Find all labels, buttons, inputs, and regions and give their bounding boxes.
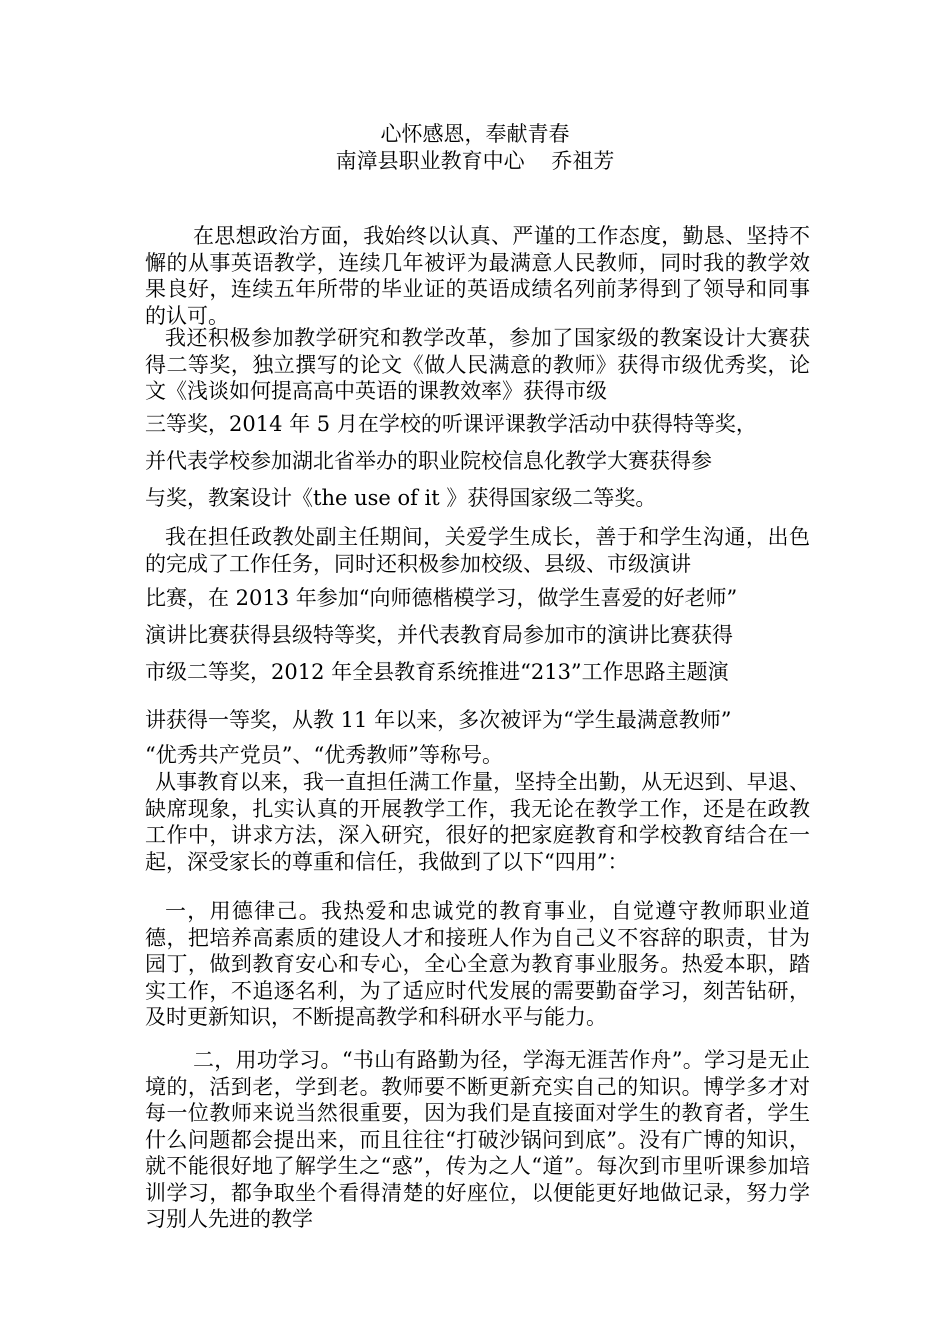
paragraph-political-office-line: 比赛，在 2013 年参加“向师德楷模学习，做学生喜爱的好老师”: [145, 586, 738, 610]
author-line: 南漳县职业教育中心 乔祖芳: [335, 149, 615, 173]
paragraph-study: 二，用功学习。“书山有路勤为径，学海无涯苦作舟”。学习是无止境的，活到老，学到老。教师要不断更新充实自己的知识。博学多才对每一位教师来说当然很重要，因为我们是直接面对学生的教育者，学生什么问题都会提出来，而且往往“打破沙锅问到底”。没有广博的知识，就不能很好地了解学生之“惑”，传为之人“道”。每次到市里听课参加培训学习，都争取坐个看得清楚的好座位，以便能更好地做记录，努力学习别人先进的教学: [145, 1048, 810, 1231]
paragraph-work-attitude: 从事教育以来，我一直担任满工作量，坚持全出勤，从无迟到、早退、缺席现象，扎实认真的开展教学工作，我无论在教学工作，还是在政教工作中，讲求方法，深入研究，很好的把家庭教育和学校教育结合在一起，深受家长的尊重和信任，我做到了以下“四用”：: [145, 770, 810, 874]
document-title: 心怀感恩，奉献青春: [380, 122, 570, 146]
paragraph-virtue: 一，用德律己。我热爱和忠诚党的教育事业，自觉遵守教师职业道德，把培养高素质的建设人才和接班人作为自己义不容辞的职责，甘为园丁，做到教育安心和专心，全心全意为教育事业服务。热爱本职，踏实工作，不追逐名利，为了适应时代发展的需要勤奋学习，刻苦钻研，及时更新知识，不断提高教学和科研水平与能力。: [145, 899, 810, 1029]
paragraph-political-office-line: 市级二等奖，2012 年全县教育系统推进“213”工作思路主题演: [145, 660, 729, 684]
paragraph-political-office: 我在担任政教处副主任期间，关爱学生成长，善于和学生沟通，出色的完成了工作任务，同时还积极参加校级、县级、市级演讲: [145, 525, 810, 576]
paragraph-research-line: 与奖，教案设计《the use of it 》获得国家级二等奖。: [145, 486, 657, 510]
paragraph-research-line: 并代表学校参加湖北省举办的职业院校信息化教学大赛获得参: [145, 449, 712, 473]
paragraph-research-line: 三等奖，2014 年 5 月在学校的听课评课教学活动中获得特等奖，: [145, 412, 757, 436]
paragraph-research: 我还积极参加教学研究和教学改革，参加了国家级的教案设计大赛获得二等奖，独立撰写的论文《做人民满意的教师》获得市级优秀奖，论文《浅谈如何提高高中英语的课教效率》获得市级: [145, 326, 810, 403]
paragraph-political-office-line: “优秀共产党员”、“优秀教师”等称号。: [145, 743, 503, 767]
paragraph-political-office-line: 演讲比赛获得县级特等奖，并代表教育局参加市的演讲比赛获得: [145, 623, 733, 647]
paragraph-political-office-line: 讲获得一等奖，从教 11 年以来，多次被评为“学生最满意教师”: [145, 708, 732, 732]
paragraph-political: 在思想政治方面，我始终以认真、严谨的工作态度，勤恳、坚持不懈的从事英语教学，连续几年被评为最满意人民教师，同时我的教学效果良好，连续五年所带的毕业证的英语成绩名列前茅得到了领导和同事的认可。: [145, 224, 810, 328]
